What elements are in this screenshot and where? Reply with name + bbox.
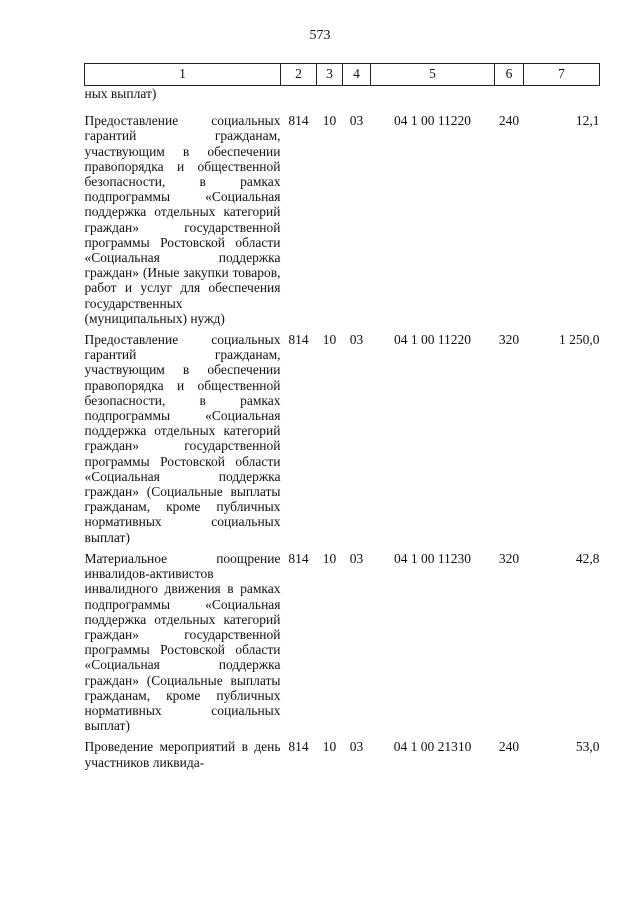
row-amount: 1 250,0 [559, 332, 600, 348]
row-amount: 12,1 [575, 113, 600, 129]
header-col-7: 7 [524, 64, 600, 86]
row-description: Проведение мероприятий в день участников ликвида- [84, 739, 281, 770]
table-row [85, 332, 600, 551]
row-target-code: 04 1 00 11230 [393, 550, 472, 566]
table-row [85, 107, 600, 332]
page-number: 573 [309, 28, 331, 43]
row-ministry-code: 814 [288, 550, 309, 566]
header-col-3: 3 [317, 64, 343, 86]
row-subsection-code: 03 [349, 332, 364, 348]
row-ministry-code: 814 [288, 332, 309, 348]
header-col-2: 2 [281, 64, 317, 86]
row-subsection-code: 03 [349, 550, 364, 566]
row-description: Предоставление социальных гарантий гражданам, участвующим в обеспечении правопорядка и общественной безопасности, в рамках подпрограммы «Социальная поддержка отдельных категорий граждан» государственной программы Ростовской области «Социальная поддержка граждан» (Социальные выплаты гражданам, кроме публичных нормативных социальных выплат) [84, 332, 281, 545]
header-col-6: 6 [495, 64, 524, 86]
row-section-code: 10 [322, 739, 337, 755]
header-col-5: 5 [371, 64, 495, 86]
row-subsection-code: 03 [349, 113, 364, 129]
row-expense-type: 240 [498, 113, 520, 129]
budget-table [84, 63, 600, 776]
row-amount: 42,8 [575, 550, 600, 566]
header-row [85, 64, 600, 86]
row-target-code: 04 1 00 11220 [393, 113, 472, 129]
row-description: Предоставление социальных гарантий гражданам, участвующим в обеспечении правопорядка и общественной безопасности, в рамках подпрограммы «Социальная поддержка отдельных категорий граждан» государственной программы Ростовской области «Социальная поддержка граждан» (Иные закупки товаров, работ и услуг для обеспечения государственных (муниципальных) нужд) [84, 113, 281, 326]
table-row [85, 551, 600, 739]
row-ministry-code: 814 [288, 739, 309, 755]
row-expense-type: 320 [498, 550, 520, 566]
row-ministry-code: 814 [288, 113, 309, 129]
header-col-4: 4 [343, 64, 371, 86]
row-subsection-code: 03 [349, 739, 364, 755]
table-row [85, 739, 600, 775]
row-target-code: 04 1 00 21310 [393, 739, 472, 755]
continuation-row [85, 86, 600, 108]
row-section-code: 10 [322, 332, 337, 348]
row-amount: 53,0 [575, 739, 600, 755]
row-section-code: 10 [322, 550, 337, 566]
row-expense-type: 320 [498, 332, 520, 348]
row-expense-type: 240 [498, 739, 520, 755]
continuation-text: ных выплат) [84, 86, 157, 101]
row-target-code: 04 1 00 11220 [393, 332, 472, 348]
row-description: Материальное поощрение инвалидов-активистов инвалидного движения в рамках подпрограммы «Социальная поддержка отдельных категорий граждан» государственной программы Ростовской области «Социальная поддержка граждан» (Социальные выплаты гражданам, кроме публичных нормативных социальных выплат) [84, 550, 281, 734]
row-section-code: 10 [322, 113, 337, 129]
header-col-1: 1 [85, 64, 281, 86]
